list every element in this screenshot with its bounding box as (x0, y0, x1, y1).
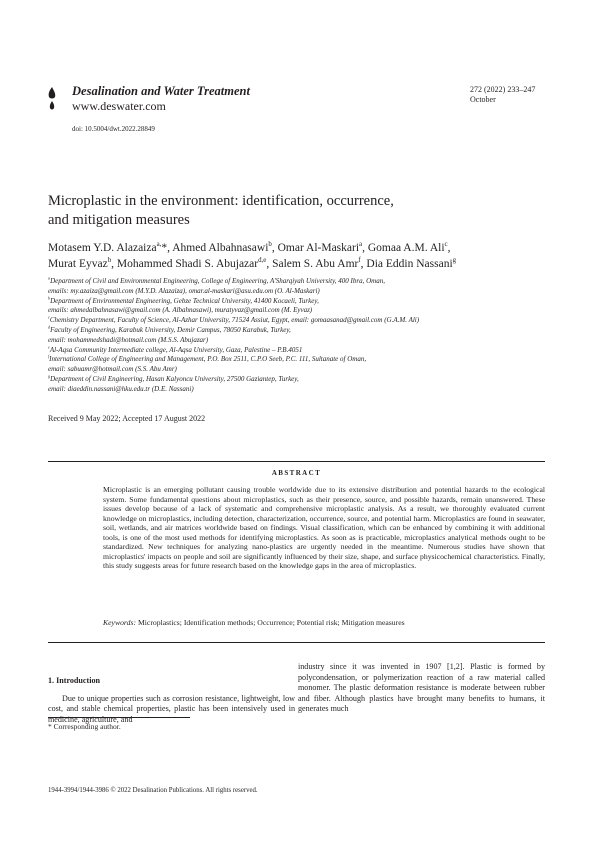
affiliation-line (48, 316, 548, 326)
author-affil-mark: f (358, 257, 361, 265)
author-name: Salem S. Abu Amr (272, 258, 359, 270)
affil-text: Department of Environmental Engineering, Gebze Technical University, 41400 Kocaeli, Turkey, (50, 296, 319, 305)
abstract-top-rule (48, 461, 545, 462)
author-separator: , (111, 258, 117, 270)
author-line (48, 240, 548, 256)
affil-text: emails: my.azaiza@gmail.com (M.Y.D. Alazaiza), omar.al-maskari@asu.edu.om (O. Al-Maskari) (48, 286, 320, 295)
volume-info (470, 85, 560, 105)
author-separator: , (266, 258, 273, 270)
affiliation-line (48, 365, 548, 375)
author-separator: , (447, 242, 451, 254)
affiliation-line (48, 326, 548, 336)
author-separator: , (167, 242, 173, 254)
affiliations (48, 277, 548, 395)
author-affil-mark: b (268, 241, 272, 249)
affil-mark: a (48, 275, 51, 281)
author-affil-mark: a, (156, 241, 162, 249)
affiliation-line (48, 375, 548, 385)
affiliation-line (48, 385, 548, 395)
volume-pages: 272 (2022) 233–247 (470, 85, 536, 94)
affil-mark: c (48, 314, 50, 320)
author-line (48, 256, 548, 272)
journal-url[interactable]: www.deswater.com (72, 99, 166, 113)
affil-mark: e (48, 344, 50, 350)
affil-text: email: sabuamr@hotmail.com (S.S. Abu Amr) (48, 365, 177, 374)
author-name: Dia Eddin Nassani (366, 258, 453, 270)
author-affil-mark: c (444, 241, 448, 249)
title-line: Microplastic in the environment: identification, occurrence, (48, 193, 394, 209)
affiliation-line (48, 336, 548, 346)
title-line: and mitigation measures (48, 212, 190, 228)
affiliation-line (48, 346, 548, 356)
author-name: Motasem Y.D. Alazaiza (48, 242, 157, 254)
author-name: Gomaa A.M. Ali (367, 242, 445, 254)
doi[interactable]: doi: 10.5004/dwt.2022.28849 (72, 125, 155, 133)
affil-text: emails: ahmedalbahnasawi@gmail.com (A. Albahnasawi), muratyvaz@gmail.com (M. Eyvaz) (48, 306, 313, 315)
copyright: 1944-3994/1944-3986 © 2022 Desalination Publications. All rights reserved. (48, 787, 258, 794)
affil-mark: f (48, 354, 50, 360)
author-affil-mark: d,e (258, 257, 267, 265)
affil-mark: b (48, 295, 51, 301)
affil-text: International College of Engineering and Management, P.O. Box 2511, C.P.O Seeb, P.C. 111, Sultanate of Oman, (49, 355, 367, 364)
affiliation-line (48, 306, 548, 316)
received-dates: Received 9 May 2022; Accepted 17 August 2022 (48, 414, 206, 423)
keywords-list: Microplastics; Identification methods; Occurrence; Potential risk; Mitigation measures (137, 618, 405, 627)
section-heading: 1. Introduction (48, 676, 101, 685)
author-name: Murat Eyvaz (48, 258, 108, 270)
affil-mark: d (48, 324, 51, 330)
footnote-rule (48, 717, 190, 718)
affiliation-line (48, 297, 548, 307)
affil-text: email: mohammedshadi@hotmail.com (M.S.S. Abujazar) (48, 335, 209, 344)
affil-mark: g (48, 373, 51, 379)
issue-month: October (470, 95, 496, 104)
affiliation-line (48, 277, 548, 287)
author-separator: , (362, 242, 368, 254)
author-affil-mark: a (359, 241, 363, 249)
affil-text: Department of Civil Engineering, Hasan Kalyoncu University, 27500 Gaziantep, Turkey, (50, 374, 299, 383)
author-separator: , (271, 242, 278, 254)
author-list (48, 240, 548, 272)
intro-paragraph: Due to unique properties such as corrosion resistance, lightweight, low cost, and stable chemical properties, plastic has been intensively used in medicine, agriculture, and (48, 693, 295, 724)
intro-right-column: industry since it was invented in 1907 [1,2]. Plastic is formed by polycondensation, or polymerization reaction of a raw material called monomer. The plastic deformation resistance is moderate between rubber and fiber. Although plastics have brought many benefits to humans, it generates much (298, 662, 545, 714)
journal-logo-icon (46, 86, 58, 112)
author-affil-mark: g (452, 257, 457, 265)
author-name: Omar Al-Maskari (277, 242, 360, 254)
affil-text: Al-Aqsa Community Intermediate college, Al-Aqsa University, Gaza, Palestine – P.B.4051 (49, 345, 303, 354)
affil-text: email: diaeddin.nassani@hku.edu.tr (D.E. Nassani) (48, 384, 194, 393)
affiliation-line (48, 355, 548, 365)
author-name: Ahmed Albahnasawi (172, 242, 269, 254)
author-separator: , (360, 258, 367, 270)
affil-text: Chemistry Department, Faculty of Science, Al-Azhar University, 71524 Assiut, Egypt, email: gomaasanad@gmail.com (G.A.M. Ali) (49, 316, 420, 325)
abstract-text: Microplastic is an emerging pollutant causing trouble worldwide due to its extensive distribution and potential hazards to the ecological system. Some fundamental questions about microplastics, such as their presence, source, and possible hazards, remain unanswered. These issues develop because of a lack of systematic and comprehensive microplastic analysis. As a result, we thoroughly evaluated current knowledge on microplastics, including detection, characterization, occurrence, source, and potential harm. Microplastics are found in seawater, soil, wetlands, and air matrices worldwide based on findings. Visual classification, which can be enhanced by combining it with additional tools, is one of the most used methods for identifying microplastics. As soon as is practicable, microplastics analytical methods ought to be standardized. New techniques for analyzing nano-plastics are urgently needed in the meantime. Numerous studies have shown that microplastics' impacts on people and soil are significantly influenced by their size, shape, and surface physicochemical characteristics. Finally, this study suggests areas for future research based on the knowledge gaps in the area of microplastics. (103, 485, 545, 570)
affil-text: Department of Civil and Environmental Engineering, College of Engineering, A'Sharqiyah University, 400 Ibra, Oman, (50, 277, 385, 285)
keywords-label: Keywords: (103, 618, 137, 627)
abstract-heading: ABSTRACT (271, 469, 322, 477)
abstract-bottom-rule (48, 642, 545, 643)
paper-title (48, 192, 498, 230)
author-affil-mark: b (107, 257, 112, 265)
affiliation-line (48, 287, 548, 297)
affil-text: Faculty of Engineering, Karabuk University, Demir Campus, 78050 Karabuk, Turkey, (50, 325, 291, 334)
corresponding-mark: * (161, 242, 168, 254)
author-name: Mohammed Shadi S. Abujazar (116, 258, 259, 270)
footnote: * Corresponding author. (48, 722, 121, 731)
journal-title: Desalination and Water Treatment (72, 84, 250, 98)
keywords (103, 618, 545, 627)
